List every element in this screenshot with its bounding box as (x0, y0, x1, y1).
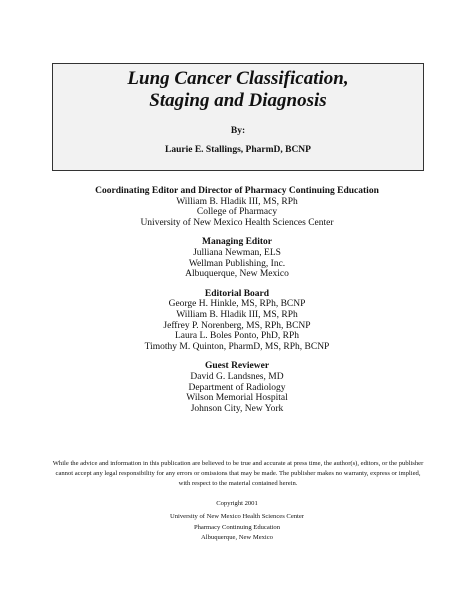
section-line: Laura L. Boles Ponto, PhD, RPh (174, 331, 300, 342)
section-heading: Coordinating Editor and Director of Pharmacy Continuing Education (95, 186, 379, 196)
section-line: Jeffrey P. Norenberg, MS, RPh, BCNP (163, 320, 311, 331)
by-label: By: (230, 126, 246, 136)
section-line: William B. Hladik III, MS, RPh (176, 309, 298, 320)
section-line: Department of Radiology (188, 382, 286, 393)
section-heading: Managing Editor (202, 237, 272, 248)
title-line-1: Lung Cancer Classification, (127, 68, 349, 89)
copyright-department: Pharmacy Continuing Education (193, 523, 281, 531)
title-box (52, 63, 424, 171)
credits-section-coordinating-editor (0, 186, 474, 228)
section-heading: Editorial Board (204, 288, 270, 299)
disclaimer-text: While the advice and information in this publication are believed to be true and accurate at press time, the author(s), editors, or the publisher cannot accept any legal responsibility for any errors or omissions that may be made. The publisher makes no warranty, express or implied, with respect to the material contained herein. (52, 460, 424, 487)
section-line: Julliana Newman, ELS (193, 247, 281, 258)
section-line: Timothy M. Quinton, PharmD, MS, RPh, BCNP (144, 341, 330, 352)
copyright-institution: University of New Mexico Health Sciences Center (169, 513, 305, 521)
section-line: William B. Hladik III, MS, RPh (176, 196, 298, 207)
section-line: Wilson Memorial Hospital (186, 393, 288, 404)
title-line-2: Staging and Diagnosis (149, 90, 327, 111)
section-line: College of Pharmacy (196, 207, 278, 218)
section-line: University of New Mexico Health Sciences Center (140, 217, 334, 228)
copyright-line: Copyright 2001 (216, 500, 258, 507)
section-heading: Guest Reviewer (204, 361, 270, 372)
credits-block (0, 186, 474, 423)
document-title (53, 68, 423, 112)
section-line: Wellman Publishing, Inc. (188, 258, 286, 269)
section-line: George H. Hinkle, MS, RPh, BCNP (168, 299, 306, 310)
credits-section-managing-editor (0, 237, 474, 279)
credits-section-editorial-board (0, 289, 474, 353)
credits-section-guest-reviewer (0, 361, 474, 414)
author-name: Laurie E. Stallings, PharmD, BCNP (165, 145, 311, 155)
section-line: Johnson City, New York (190, 403, 284, 414)
copyright-location: Albuquerque, New Mexico (201, 533, 273, 541)
section-line: David G. Landsnes, MD (190, 371, 284, 382)
copyright-block (0, 499, 474, 543)
section-line: Albuquerque, New Mexico (185, 269, 289, 280)
